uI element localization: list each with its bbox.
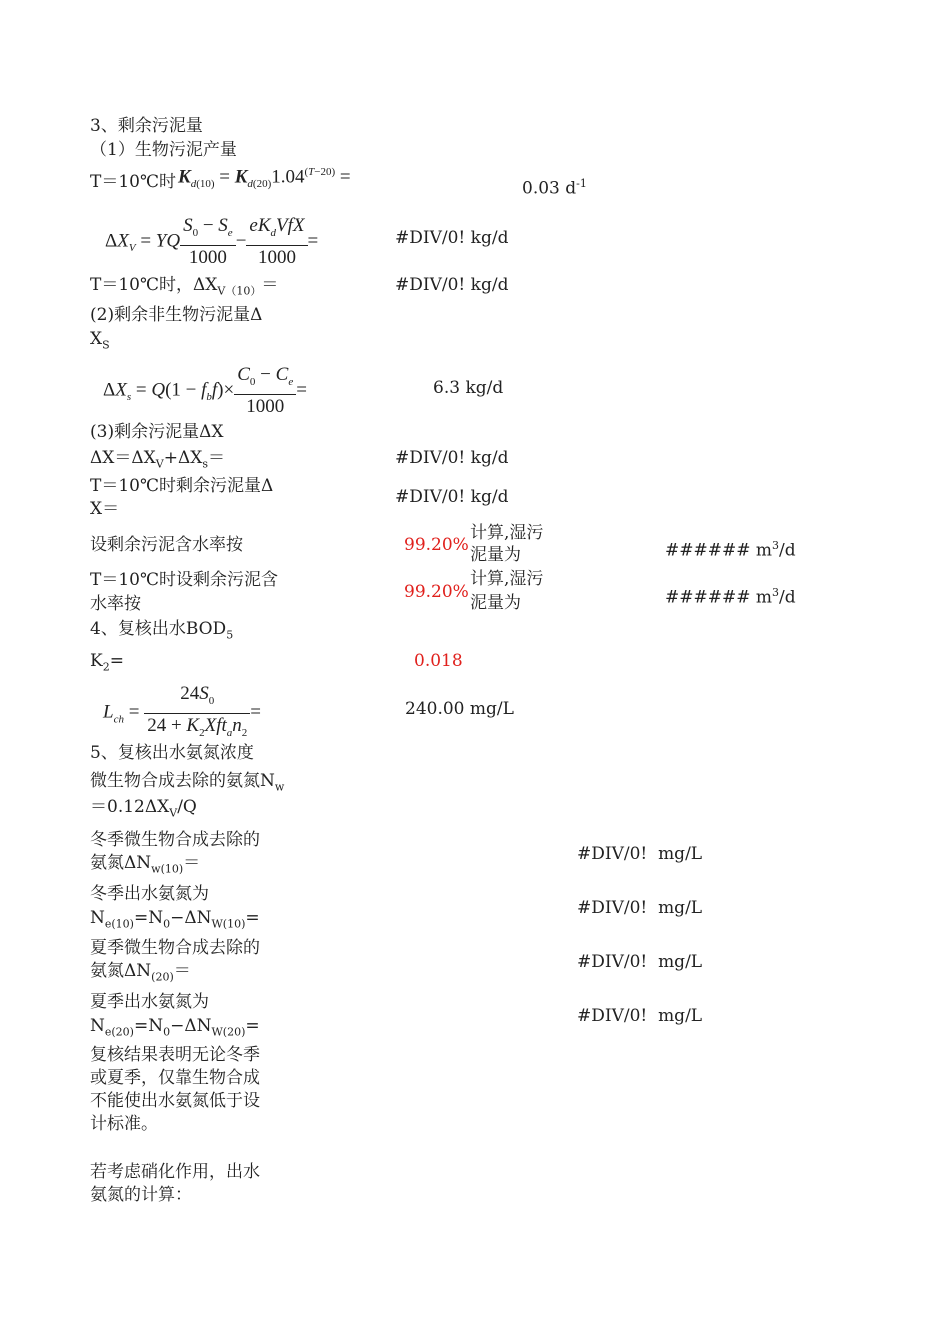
dx10-label-line1: T＝10℃时剩余污泥量Δ (90, 476, 274, 496)
dx10-value: #DIV/0! kg/d (395, 487, 509, 507)
subsection-1-title: （1）生物污泥产量 (90, 140, 237, 160)
conclusion-line: 不能使出水氨氮低于设 (90, 1091, 260, 1111)
subsection-2-title-line2: $X_S$ (90, 329, 110, 352)
wet1-percent: 99.20% (404, 535, 469, 555)
wet1-calc-line2: 泥量为 (470, 545, 521, 565)
wet1-calc-line1: 计算,湿污 (470, 523, 544, 543)
r3-value: #DIV/0! mg/L (577, 952, 703, 972)
dxv10-label: T＝10℃时，$\Delta X_{V(10)}=$ (90, 275, 279, 298)
r2-label-line2: $N_{e(10)}=N_0-\Delta N_{W(10)}=$ (90, 908, 260, 931)
kd-prefix: T＝10℃时 (90, 172, 176, 192)
dx10-label-line2: X＝ (90, 499, 120, 519)
nw-line1: 微生物合成去除的氨氮$N_w$ (90, 771, 285, 794)
wet1-value: ###### $m^3/d$ (665, 539, 796, 561)
section-3-title: 3、剩余污泥量 (90, 116, 203, 136)
nitrification-line: 氨氮的计算： (90, 1185, 192, 1205)
r1-label-line1: 冬季微生物合成去除的 (90, 830, 260, 850)
k2-value: 0.018 (414, 651, 463, 671)
r4-label-line1: 夏季出水氨氮为 (90, 992, 209, 1012)
dxv-value: #DIV/0! kg/d (395, 228, 509, 248)
section-5-title: 5、复核出水氨氮浓度 (90, 743, 254, 763)
conclusion-line: 或夏季，仅靠生物合成 (90, 1068, 260, 1088)
kd-formula: $K_{d(10)} = K_{d(20)}1.04^{(T-20)}$ = (178, 166, 351, 191)
lch-value: 240.00 mg/L (405, 699, 514, 719)
dxs-value: 6.3 kg/d (433, 378, 504, 398)
nitrification-line: 若考虑硝化作用，出水 (90, 1162, 260, 1182)
subsection-3-title: (3)剩余污泥量ΔX (90, 422, 224, 442)
wet2-calc-line1: 计算,湿污 (470, 569, 544, 589)
r3-label-line2: 氨氮$\Delta N_{(20)}=$ (90, 961, 191, 984)
r1-value: #DIV/0! mg/L (577, 844, 703, 864)
r2-label-line1: 冬季出水氨氮为 (90, 884, 209, 904)
wet2-label-line1: T＝10℃时设剩余污泥含 (90, 570, 278, 590)
wet2-calc-line2: 泥量为 (470, 593, 521, 613)
wet1-label: 设剩余污泥含水率按 (90, 535, 243, 555)
k2-label: $K_2=$ (90, 651, 124, 674)
r4-label-line2: $N_{e(20)}=N_0-\Delta N_{W(20)}=$ (90, 1016, 260, 1039)
nw-line2: $=0.12\Delta X_V/Q$ (90, 797, 197, 820)
dxv-formula: $\Delta X_V$ = YQ $\frac{S_0 - S_e}{1000}$ − $\frac{eK_dVfX}{1000}$ = (105, 215, 319, 268)
r1-label-line2: 氨氮$\Delta N_{w(10)}=$ (90, 853, 201, 876)
wet2-percent: 99.20% (404, 582, 469, 602)
kd-value: 0.03 $d^{-1}$ (522, 177, 587, 199)
conclusion-line: 计标准。 (90, 1114, 158, 1134)
conclusion-line: 复核结果表明无论冬季 (90, 1045, 260, 1065)
r4-value: #DIV/0! mg/L (577, 1006, 703, 1026)
dx-label: $\Delta X=\Delta X_V+\Delta X_s=$ (90, 448, 225, 471)
section-4-title: 4、复核出水$BOD_5$ (90, 619, 234, 642)
dxv10-value: #DIV/0! kg/d (395, 275, 509, 295)
subsection-2-title-line1: (2)剩余非生物污泥量Δ (90, 305, 263, 325)
r3-label-line1: 夏季微生物合成去除的 (90, 938, 260, 958)
dx-value: #DIV/0! kg/d (395, 448, 509, 468)
r2-value: #DIV/0! mg/L (577, 898, 703, 918)
dxs-formula: $\Delta X_s = Q(1 - f_bf)\times$ $\frac{C_0 - C_e}{1000}$ = (103, 364, 307, 417)
wet2-label-line2: 水率按 (90, 594, 141, 614)
lch-formula: $L_{ch}$ = $\frac{24S_0}{24 + K_2Xft_an_2}$ = (103, 683, 261, 739)
wet2-value: ###### $m^3/d$ (665, 586, 796, 608)
